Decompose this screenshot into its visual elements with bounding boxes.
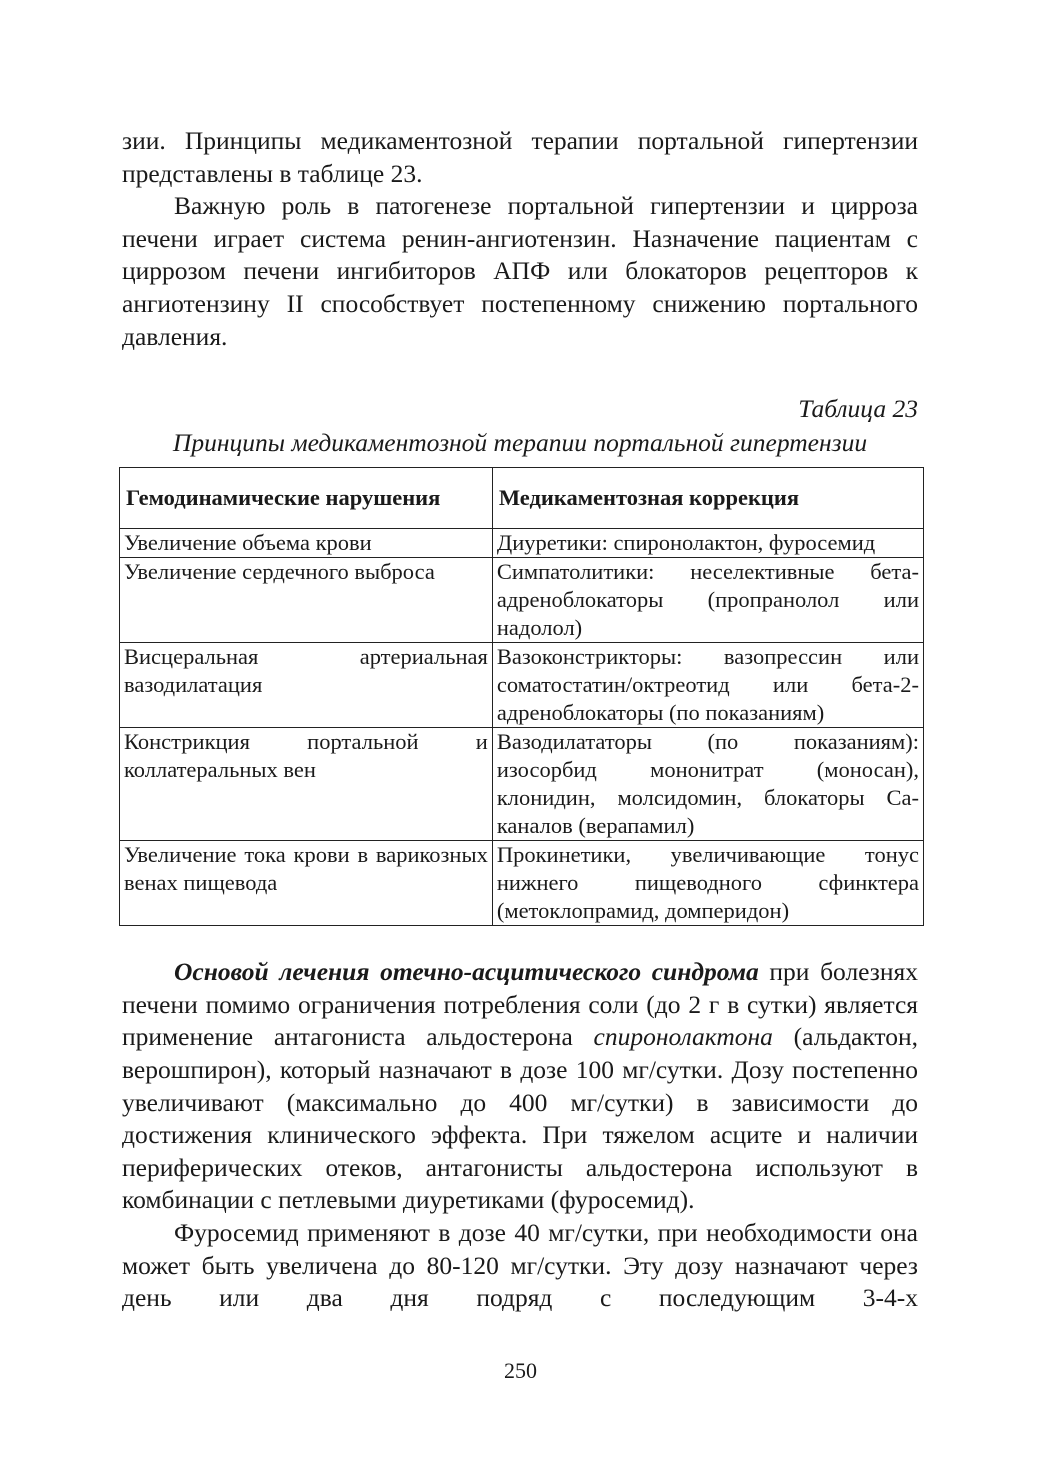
- table-cell: Симпатолитики: неселективные бета-адреноблокаторы (пропранолол или надолол): [492, 558, 923, 643]
- table-cell: Увеличение объема крови: [120, 529, 493, 558]
- table-cell: Диуретики: спиронолактон, фуросемид: [492, 529, 923, 558]
- table-header-col1: Гемодинамические нарушения: [120, 468, 493, 529]
- table-header-col2: Медикаментозная коррекция: [492, 468, 923, 529]
- table-cell: Увеличение тока крови в варикозных венах пищевода: [120, 841, 493, 926]
- paragraph-3: [122, 956, 918, 1217]
- table-cell: Вазодилататоры (по показаниям): изосорбид мононитрат (моносан), клонидин, молсидомин, блокаторы Са-каналов (верапамил): [492, 728, 923, 841]
- therapy-table: [119, 467, 924, 926]
- page-number: 250: [504, 1358, 537, 1383]
- table-cell: Прокинетики, увеличивающие тонус нижнего пищеводного сфинктера (метоклопрамид, домперидон): [492, 841, 923, 926]
- table-label: Таблица 23: [798, 394, 918, 424]
- paragraph-3-text-a: при болезнях печени помимо ограничения потребления соли (до 2 г в сутки) является применение антагониста альдостерона: [122, 957, 919, 1052]
- paragraph-4: Фуросемид применяют в дозе 40 мг/сутки, при необходимости она может быть увеличена до 80-120 мг/сутки. Эту дозу назначают через день или два дня подряд с последующим 3-4-х: [122, 1217, 918, 1313]
- paragraph-3-text-b: (альдактон, верошпирон), который назначают в дозе 100 мг/сутки. Дозу постепенно увеличивают (максимально до 400 мг/сутки) в зависимости до достижения клинического эффекта. При тяжелом асците и наличии периферических отеков, антагонисты альдостерона используют в комбинации с петлевыми диуретиками (фуросемид).: [122, 1022, 918, 1215]
- table-cell: Вазоконстрикторы: вазопрессин или соматостатин/октреотид или бета-2-адреноблокаторы (по показаниям): [492, 643, 923, 728]
- table-header-row: [120, 468, 924, 529]
- table-row: [120, 841, 924, 926]
- paragraph-2: Важную роль в патогенезе портальной гипертензии и цирроза печени играет система ренин-ангиотензин. Назначение пациентам с циррозом печени ингибиторов АПФ или блокаторов рецепторов к ангиотензину II способствует постепенному снижению портального давления.: [122, 191, 918, 351]
- paragraph-1: зии. Принципы медикаментозной терапии портальной гипертензии представлены в таблице 23.: [122, 126, 918, 188]
- emphasis-italic: спиронолактона: [593, 1022, 773, 1052]
- table-cell: Констрикция портальной и коллатеральных вен: [120, 728, 493, 841]
- table-row: [120, 558, 924, 643]
- table-cell: Увеличение сердечного выброса: [120, 558, 493, 643]
- table-row: [120, 643, 924, 728]
- table-title: Принципы медикаментозной терапии портальной гипертензии: [172, 428, 868, 458]
- emphasis-bold-italic: Основой лечения отечно-асцитического синдрома: [174, 957, 759, 987]
- table-row: [120, 529, 924, 558]
- page-body: [122, 125, 918, 1315]
- table-row: [120, 728, 924, 841]
- table-cell: Висцеральная артериальная вазодилатация: [120, 643, 493, 728]
